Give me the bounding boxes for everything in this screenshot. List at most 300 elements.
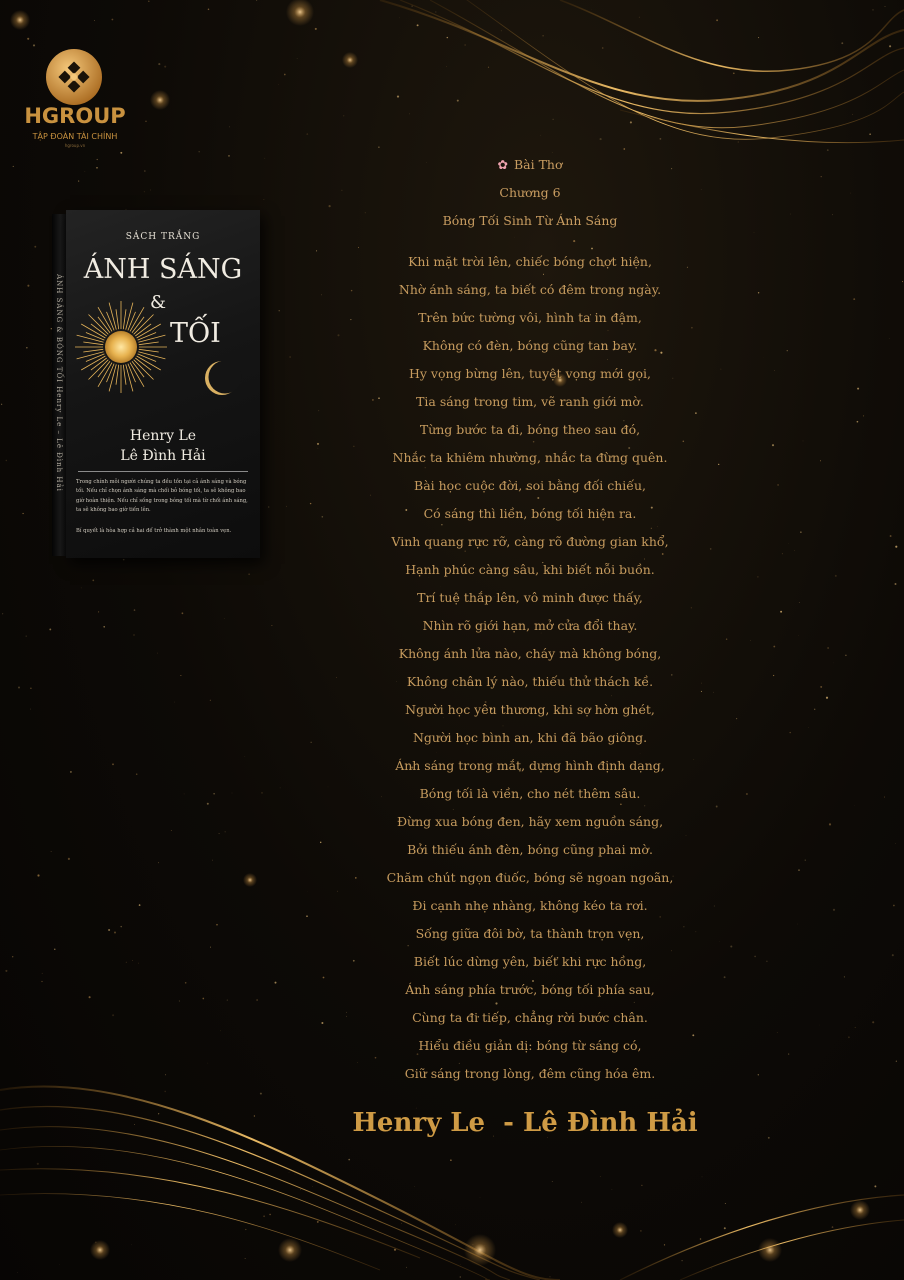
star: [446, 66, 447, 67]
poem-chapter: Chương 6: [499, 185, 561, 200]
star: [245, 1258, 246, 1259]
star: [132, 960, 133, 961]
star: [278, 84, 279, 85]
star: [820, 460, 821, 461]
star: [789, 732, 790, 733]
star: [208, 9, 210, 11]
star: [179, 1001, 180, 1002]
star: [514, 237, 515, 238]
star: [37, 1163, 39, 1165]
star: [322, 516, 324, 518]
sun-ray: [107, 364, 115, 383]
poem-line: Khi mặt trời lên, chiếc bóng chợt hiện,: [408, 254, 652, 269]
star: [269, 1214, 270, 1215]
star: [488, 67, 489, 68]
star: [788, 1054, 789, 1055]
brand-logo: [20, 48, 140, 148]
sun-ray: [86, 333, 105, 341]
star: [264, 158, 265, 159]
star: [885, 6, 886, 7]
star: [134, 609, 136, 611]
star: [264, 199, 265, 200]
star: [131, 1245, 132, 1246]
poem-line: Cùng ta đi tiếp, chẳng rời bước chân.: [412, 1010, 648, 1025]
star: [819, 1025, 820, 1026]
poem-line: Không có đèn, bóng cũng tan bay.: [422, 338, 638, 353]
star: [120, 152, 122, 154]
star: [612, 1189, 613, 1190]
star: [827, 149, 829, 151]
star: [13, 166, 14, 167]
sun-ray: [128, 312, 136, 331]
poem-type-label: [330, 157, 730, 172]
sun-ray: [126, 364, 133, 391]
star: [581, 1202, 582, 1203]
poem-line: Trên bức tường vôi, hình ta in đậm,: [418, 310, 642, 325]
sun-ray: [83, 349, 103, 352]
sun-ray: [123, 309, 126, 329]
sun-ray: [138, 354, 157, 362]
sun-ray: [139, 342, 159, 345]
star: [144, 191, 145, 192]
star: [112, 763, 114, 765]
star: [777, 1032, 778, 1033]
star: [890, 535, 892, 537]
star: [681, 1260, 682, 1261]
star: [782, 553, 783, 554]
star: [757, 576, 758, 577]
star: [829, 823, 831, 825]
sun-ray: [139, 349, 159, 352]
star: [457, 100, 459, 102]
poem-line: Nhắc ta khiêm nhường, nhắc ta đừng quên.: [392, 450, 668, 465]
star: [378, 146, 379, 147]
star: [18, 687, 20, 689]
star: [27, 38, 29, 40]
star: [549, 1276, 550, 1277]
book-title-line2: TỐI: [170, 318, 221, 349]
star: [552, 152, 553, 153]
star: [827, 647, 829, 649]
poem-line: Không ánh lửa nào, cháy mà không bóng,: [398, 646, 662, 661]
star: [329, 205, 331, 207]
star: [854, 805, 855, 806]
star: [724, 1227, 726, 1229]
star: [660, 138, 662, 140]
star: [855, 1027, 856, 1028]
star: [78, 181, 79, 182]
star: [254, 1115, 255, 1116]
star: [136, 773, 137, 774]
star: [736, 718, 737, 719]
star: [213, 793, 214, 794]
star: [863, 415, 864, 416]
star: [895, 546, 897, 548]
star: [552, 1181, 553, 1182]
star: [182, 612, 184, 614]
star: [207, 1063, 208, 1064]
poem-line: Chăm chút ngọn đuốc, bóng sẽ ngoan ngoãn,: [386, 870, 674, 885]
poem-line: Người học yêu thương, khi sợ hờn ghét,: [405, 702, 655, 717]
star: [158, 1113, 159, 1114]
star: [343, 115, 344, 116]
star: [640, 1230, 642, 1232]
star: [279, 310, 280, 311]
star: [768, 1137, 770, 1139]
star: [542, 35, 544, 37]
star: [158, 63, 160, 65]
star: [275, 982, 277, 984]
star: [317, 1221, 319, 1223]
book-title-ampersand: &: [150, 292, 167, 313]
star: [808, 727, 809, 728]
star: [848, 1036, 850, 1038]
star: [455, 1224, 456, 1225]
book-front: [66, 210, 260, 558]
star: [394, 1249, 396, 1251]
star: [216, 924, 218, 926]
star: [134, 635, 135, 636]
poem-line: Bóng tối là viền, cho nét thêm sâu.: [419, 786, 641, 801]
star: [414, 1187, 415, 1188]
star: [134, 1124, 135, 1125]
star: [295, 1174, 296, 1175]
star: [772, 444, 774, 446]
star: [220, 1030, 221, 1031]
star: [219, 833, 220, 834]
book-author-line1: Henry Le: [129, 428, 197, 444]
star: [798, 635, 799, 636]
star: [844, 976, 845, 977]
book-series: SÁCH TRẮNG: [125, 232, 201, 242]
star: [96, 167, 98, 169]
star: [184, 794, 185, 795]
star: [639, 17, 640, 18]
poem-line: Ánh sáng phía trước, bóng tối phía sau,: [405, 982, 655, 997]
star: [857, 421, 859, 423]
star: [358, 247, 359, 248]
star: [224, 618, 225, 619]
star: [780, 611, 782, 613]
star: [126, 962, 127, 963]
star: [297, 58, 298, 59]
star: [97, 159, 98, 160]
star: [148, 0, 150, 2]
star: [30, 709, 31, 710]
star: [750, 640, 751, 641]
star: [6, 460, 7, 461]
star: [884, 797, 885, 798]
star: [316, 250, 317, 251]
star: [800, 531, 801, 532]
star: [150, 190, 151, 191]
star: [311, 742, 312, 743]
star: [26, 636, 27, 637]
poem-line: Từng bước ta đi, bóng theo sau đó,: [419, 422, 641, 437]
star: [318, 410, 319, 411]
star: [857, 388, 859, 390]
star: [841, 42, 843, 44]
star: [199, 151, 200, 152]
star: [51, 851, 52, 852]
star: [700, 1238, 702, 1240]
star: [70, 771, 72, 773]
star: [869, 134, 870, 135]
star: [902, 281, 903, 282]
star: [300, 1189, 301, 1190]
crescent-moon-icon: [202, 358, 242, 398]
star: [268, 506, 269, 507]
poem-signature: Henry Le - Lê Đình Hải: [352, 1108, 698, 1138]
sun-ray: [109, 364, 116, 391]
logo-tagline: hgroup.vn: [64, 143, 86, 148]
star: [591, 248, 593, 250]
star: [92, 580, 94, 582]
star: [411, 6, 412, 7]
star: [460, 1277, 461, 1278]
star: [409, 114, 410, 115]
star: [630, 121, 632, 123]
sun-ray: [116, 365, 119, 385]
star: [797, 924, 798, 925]
star: [712, 1269, 713, 1270]
poem-line: Đi cạnh nhẹ nhàng, không kéo ta rơi.: [412, 898, 648, 913]
star: [401, 1223, 402, 1224]
star: [730, 945, 732, 947]
poem-line: Có sáng thì liền, bóng tối hiện ra.: [423, 506, 637, 521]
star: [773, 675, 774, 676]
sun-ray: [77, 335, 104, 342]
star: [447, 37, 448, 38]
book-spine: [52, 214, 66, 556]
star: [787, 350, 788, 351]
star: [754, 232, 755, 233]
star: [164, 1091, 166, 1093]
star: [158, 862, 159, 863]
star: [777, 484, 779, 486]
star: [896, 1061, 897, 1062]
sun-ray: [138, 335, 165, 342]
sun-ray: [109, 303, 116, 330]
star: [227, 1000, 228, 1001]
star: [174, 702, 175, 703]
poem-line: Hy vọng bừng lên, tuyệt vọng mới gọi,: [408, 366, 651, 381]
star: [641, 1185, 642, 1186]
star: [260, 1093, 262, 1095]
star: [702, 1177, 703, 1178]
star: [803, 440, 804, 441]
star: [321, 1022, 323, 1024]
star: [290, 356, 291, 357]
star: [774, 370, 775, 371]
star: [171, 830, 172, 831]
star: [30, 688, 32, 690]
star: [318, 448, 319, 449]
sun-ray: [138, 352, 165, 359]
sun-ray: [83, 342, 103, 345]
star: [814, 709, 815, 710]
star: [600, 138, 602, 140]
star: [261, 792, 262, 793]
poem-line: Vinh quang rực rỡ, càng rõ đường gian khổ,: [391, 534, 669, 549]
star: [248, 574, 249, 575]
star: [805, 860, 806, 861]
star: [98, 611, 99, 612]
star: [853, 298, 855, 300]
star: [145, 121, 146, 122]
star: [348, 1159, 350, 1161]
star: [716, 19, 718, 21]
star: [165, 1074, 166, 1075]
star: [256, 0, 257, 1]
poem-line: Nhìn rõ giới hạn, mở cửa đổi thay.: [422, 618, 638, 633]
star: [1, 404, 2, 405]
star: [852, 114, 853, 115]
book-divider: [78, 471, 248, 472]
star: [54, 949, 55, 950]
star: [286, 506, 287, 507]
logo-name: HGROUP: [24, 104, 126, 128]
star: [180, 675, 181, 676]
poem-line: Sống giữa đôi bờ, ta thành trọn vẹn,: [415, 926, 645, 941]
star: [22, 513, 23, 514]
star: [210, 700, 211, 701]
poem-line: Không chân lý nào, thiếu thử thách kề.: [406, 674, 654, 689]
star: [108, 929, 110, 931]
star: [229, 127, 230, 128]
star: [794, 550, 795, 551]
star: [271, 625, 272, 626]
star: [773, 646, 775, 648]
poem-line: Trí tuệ thắp lên, vô minh được thấy,: [417, 590, 643, 605]
star: [228, 155, 230, 157]
star: [120, 926, 121, 927]
star: [835, 575, 837, 577]
star: [2, 613, 3, 614]
star: [112, 1014, 114, 1016]
star: [12, 956, 13, 957]
star: [664, 1244, 665, 1245]
star: [315, 28, 317, 30]
poem-line: Hiểu điều giản dị: bóng từ sáng có,: [418, 1038, 642, 1053]
sun-ray: [107, 312, 115, 331]
poem-line: Người học bình an, khi đã bão giông.: [412, 730, 648, 745]
star: [210, 947, 211, 948]
star: [164, 66, 166, 68]
poem-line: Nhờ ánh sáng, ta biết có đêm trong ngày.: [398, 282, 662, 297]
star: [320, 842, 321, 843]
star: [185, 982, 187, 984]
star: [872, 9, 873, 10]
star: [436, 12, 437, 13]
star: [872, 1021, 874, 1023]
star: [280, 788, 281, 789]
star: [232, 793, 233, 794]
star: [895, 843, 896, 844]
poem-line: Giữ sáng trong lòng, đêm cũng hóa êm.: [404, 1066, 656, 1081]
star: [263, 1215, 265, 1217]
star: [323, 977, 325, 979]
star: [289, 1172, 290, 1173]
sun-ray: [86, 354, 105, 362]
book-title-line1: ÁNH SÁNG: [83, 254, 243, 285]
poem-title: Bóng Tối Sinh Từ Ánh Sáng: [442, 213, 618, 228]
star: [799, 602, 800, 603]
star: [889, 339, 890, 340]
sun-ray: [138, 333, 157, 341]
logo-emblem-icon: [45, 48, 103, 106]
star: [310, 503, 311, 504]
star: [850, 193, 851, 194]
star: [602, 47, 604, 49]
star: [103, 626, 105, 628]
star: [138, 963, 139, 964]
book-author-line2: Lê Đình Hải: [120, 448, 206, 464]
star: [33, 44, 35, 46]
star: [202, 998, 204, 1000]
star: [94, 20, 95, 21]
poem-line: Bài học cuộc đời, soi bằng đối chiếu,: [414, 478, 646, 493]
star: [212, 860, 213, 861]
star: [746, 793, 748, 795]
star: [733, 72, 735, 74]
star: [42, 973, 43, 974]
star: [417, 24, 419, 26]
star: [738, 142, 739, 143]
star: [821, 176, 822, 177]
star: [623, 148, 625, 150]
star: [41, 981, 42, 982]
sun-ray: [116, 309, 119, 329]
poem-line: Đừng xua bóng đen, hãy xem nguồn sáng,: [396, 814, 664, 829]
wave-top-right: [380, 0, 904, 143]
star: [406, 1267, 407, 1268]
star: [114, 932, 116, 934]
star: [397, 96, 399, 98]
star: [573, 240, 575, 242]
star: [541, 135, 542, 136]
star: [111, 19, 113, 21]
sun-ray: [123, 365, 126, 385]
star: [123, 559, 125, 561]
star: [826, 697, 828, 699]
star: [317, 443, 319, 445]
star: [832, 214, 833, 215]
star: [37, 874, 39, 876]
star: [157, 653, 158, 654]
star: [306, 915, 308, 917]
star: [501, 30, 502, 31]
star: [81, 588, 82, 589]
star: [328, 787, 329, 788]
star: [820, 686, 822, 688]
star: [89, 996, 91, 998]
book-blurb: Trong chính mỗi người chúng ta đều tồn tại cả ánh sáng và bóng tối. Nếu chỉ chọn ánh sáng mà chối bỏ bóng tối, ta sẽ không bao giờ hoàn thiện. Nếu chỉ sống trong bóng tối mà từ chối ánh sáng, ta sẽ không bao giờ tiến lên.: [76, 479, 248, 514]
book-spine-text: ÁNH SÁNG & BÓNG TỐI Henry Le – Lê Đình Hải: [55, 274, 63, 492]
poem-lines: [330, 251, 730, 1091]
poem-line: Bởi thiếu ánh đèn, bóng cũng phai mờ.: [407, 842, 653, 857]
poem-line: Biết lúc dừng yên, biết khi rực hồng,: [413, 954, 647, 969]
star: [553, 119, 554, 120]
sun-ray: [126, 303, 133, 330]
star: [758, 1074, 759, 1075]
star: [600, 1176, 601, 1177]
flower-icon: ✿: [497, 157, 508, 172]
star: [832, 1226, 834, 1228]
star: [144, 170, 146, 172]
star: [893, 905, 895, 907]
star: [245, 1229, 246, 1230]
